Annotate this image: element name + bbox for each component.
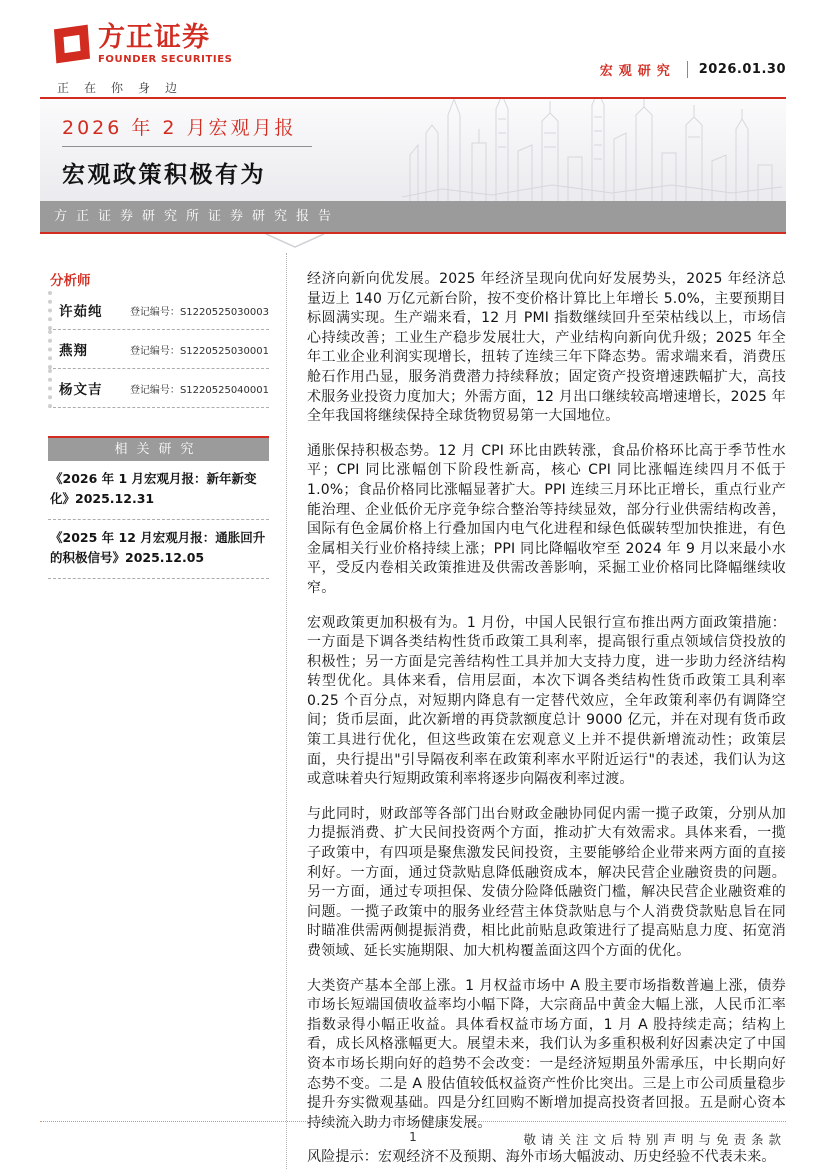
related-report-date: 2025.12.31 [75, 491, 155, 506]
institute-banner: 方正证券研究所证券研究报告 [40, 201, 786, 234]
report-sidebar [48, 253, 287, 1169]
registration-number: S1220525030003 [179, 306, 269, 318]
body-paragraph-assets: 大类资产基本全部上涨。1 月权益市场中 A 股主要市场指数普遍上涨，债券市场长短端国债收益率均小幅下降，大宗商品中黄金大幅上涨，人民币汇率指数录得小幅正收益。具体看权益市场方面，1 月 A 股持续走高；结构上看，成长风格涨幅更大。展望未来，我们认为多重积极利好因素决定了中国资本市场长期向好的趋势不会改变：一是经济短期虽外需承压，中长期向好态势不变。二是 A 股估值较低权益资产性价比突出。三是上市公司质量稳步提升夯实微观基础。四是分红回购不断增加提高投资者回报。五是耐心资本持续流入助力市场健康发展。 [307, 977, 786, 1131]
content-columns [48, 253, 786, 1169]
registration-label: 登记编号： [129, 345, 180, 357]
registration-label: 登记编号： [129, 384, 180, 396]
analyst-row [48, 369, 269, 408]
related-research-heading: 相关研究 [48, 436, 269, 461]
brand-square-icon [54, 25, 90, 64]
footer-row [40, 1122, 786, 1148]
report-title: 宏观政策积极有为 [62, 162, 266, 188]
related-report-item [48, 520, 269, 579]
page-header [0, 0, 826, 97]
body-paragraph-policy: 宏观政策更加积极有为。1 月份，中国人民银行宣布推出两方面政策措施：一方面是下调各类结构性货币政策工具利率，提高银行重点领域信贷投放的积极性；另一方面是完善结构性工具并加大支持力度，进一步助力经济结构转型优化。具体来看，信用层面，本次下调各类结构性货币政策工具利率 0.25 个百分点，对短期内降息有一定替代效应，全年政策利率仍有调降空间；货币层面，此次新增的再贷款额度总计 9000 亿元，并在对现有货币政策工具进行优化，但这些政策在宏观意义上并不提供新增流动性；政策层面，央行提出"引导隔夜利率在政策利率水平附近运行"的表述，我们认为这或意味着央行短期政策利率将逐步向隔夜利率过渡。 [307, 614, 786, 788]
related-report-title: 《2026 年 1 月宏观月报：新年新变化》 [50, 471, 257, 506]
brand-slogan: 正在你身边 [57, 81, 193, 95]
analyst-row [48, 291, 269, 330]
registration-label: 登记编号： [129, 306, 180, 318]
analyst-name: 杨文吉 [59, 382, 103, 398]
report-series-title: 2026 年 2 月宏观月报 [62, 117, 297, 139]
series-underline [62, 146, 312, 147]
analyst-registration [130, 381, 269, 396]
registration-number: S1220525040001 [179, 384, 269, 396]
chevron-down-decoration [265, 234, 325, 249]
analyst-row [48, 330, 269, 369]
page-number: 1 [409, 1130, 417, 1144]
report-date: 2026.01.30 [698, 62, 786, 77]
body-paragraph-fiscal: 与此同时，财政部等各部门出台财政金融协同促内需一揽子政策，分别从加力提振消费、扩大民间投资两个方面，推动扩大有效需求。具体来看，一揽子政策中，有四项是聚焦激发民间投资，主要能够给企业带来两方面的直接利好。一方面，通过贷款贴息降低融资成本，解决民营企业融资贵的问题。另一方面，通过专项担保、发债分险降低融资门槛，解决民营企业融资难的问题。一揽子政策中的服务业经营主体贷款贴息与个人消费贷款贴息旨在同时瞄准供需两侧提振消费，相比此前贴息政策进行了提高贴息力度、拓宽消费领域、延长实施期限、加大机构覆盖面这四个方面的优化。 [307, 805, 786, 959]
title-band [40, 99, 786, 234]
brand-name-cn: 方正证券 [98, 22, 210, 53]
body-paragraph-inflation: 通胀保持积极态势。12 月 CPI 环比由跌转涨，食品价格环比高于季节性水平；CPI 同比涨幅创下阶段性新高，核心 CPI 同比涨幅连续四月不低于 1.0%；食品价格同比涨幅显著扩大。PPI 连续三月环比正增长，重点行业产能治理、企业低价无序竞争综合整治等持续显效，部分行业供需结构改善，国际有色金属价格上行叠加国内电气化进程和绿色低碳转型加快推进，有色金属相关行业价格持续上涨；PPI 同比降幅收窄至 2024 年 9 月以来最小水平，受反内卷相关政策推进及供需改善影响，采掘工业价格同比降幅继续收窄。 [307, 442, 786, 596]
body-paragraph-economy: 经济向新向优发展。2025 年经济呈现向优向好发展势头，2025 年经济总量迈上 140 万亿元新台阶，按不变价格计算比上年增长 5.0%，主要预期目标圆满实现。生产端来看，12 月 PMI 指数继续回升至荣枯线以上，市场信心持续改善；工业生产稳步发展壮大，产业结构向新向优升级；2025 年全年工业企业利润实现增长，扭转了连续三年下降态势。需求端来看，消费压舱石作用凸显，服务消费潜力持续释放；固定资产投资增速跌幅扩大，高技术服务业投资力度加大；外需方面，12 月出口继续较高增速增长，2025 年全年我国将继续保持全球货物贸易第一大国地位。 [307, 271, 786, 425]
analyst-registration [130, 342, 269, 357]
analyst-name: 燕翔 [59, 343, 88, 359]
meta-divider [687, 61, 688, 78]
related-report-item [48, 461, 269, 520]
analyst-registration [130, 303, 269, 318]
footer-disclaimer: 敬请关注文后特别声明与免责条款 [523, 1132, 786, 1147]
report-meta [600, 60, 786, 79]
analyst-name: 许茹纯 [59, 304, 103, 320]
brand-text [98, 24, 232, 65]
report-category: 宏观研究 [599, 64, 676, 79]
analysts-heading: 分析师 [50, 273, 91, 289]
related-report-title: 《2025 年 12 月宏观月报：通胀回升的积极信号》 [50, 530, 266, 565]
report-body [287, 253, 786, 1169]
brand-name-en: FOUNDER SECURITIES [98, 54, 233, 66]
related-report-date: 2025.12.05 [125, 550, 205, 565]
risk-warning: 风险提示：宏观经济不及预期、海外市场大幅波动、历史经验不代表未来。 [307, 1149, 776, 1166]
founder-securities-logo [55, 24, 232, 65]
registration-number: S1220525030001 [179, 345, 269, 357]
page-footer [40, 1121, 786, 1148]
